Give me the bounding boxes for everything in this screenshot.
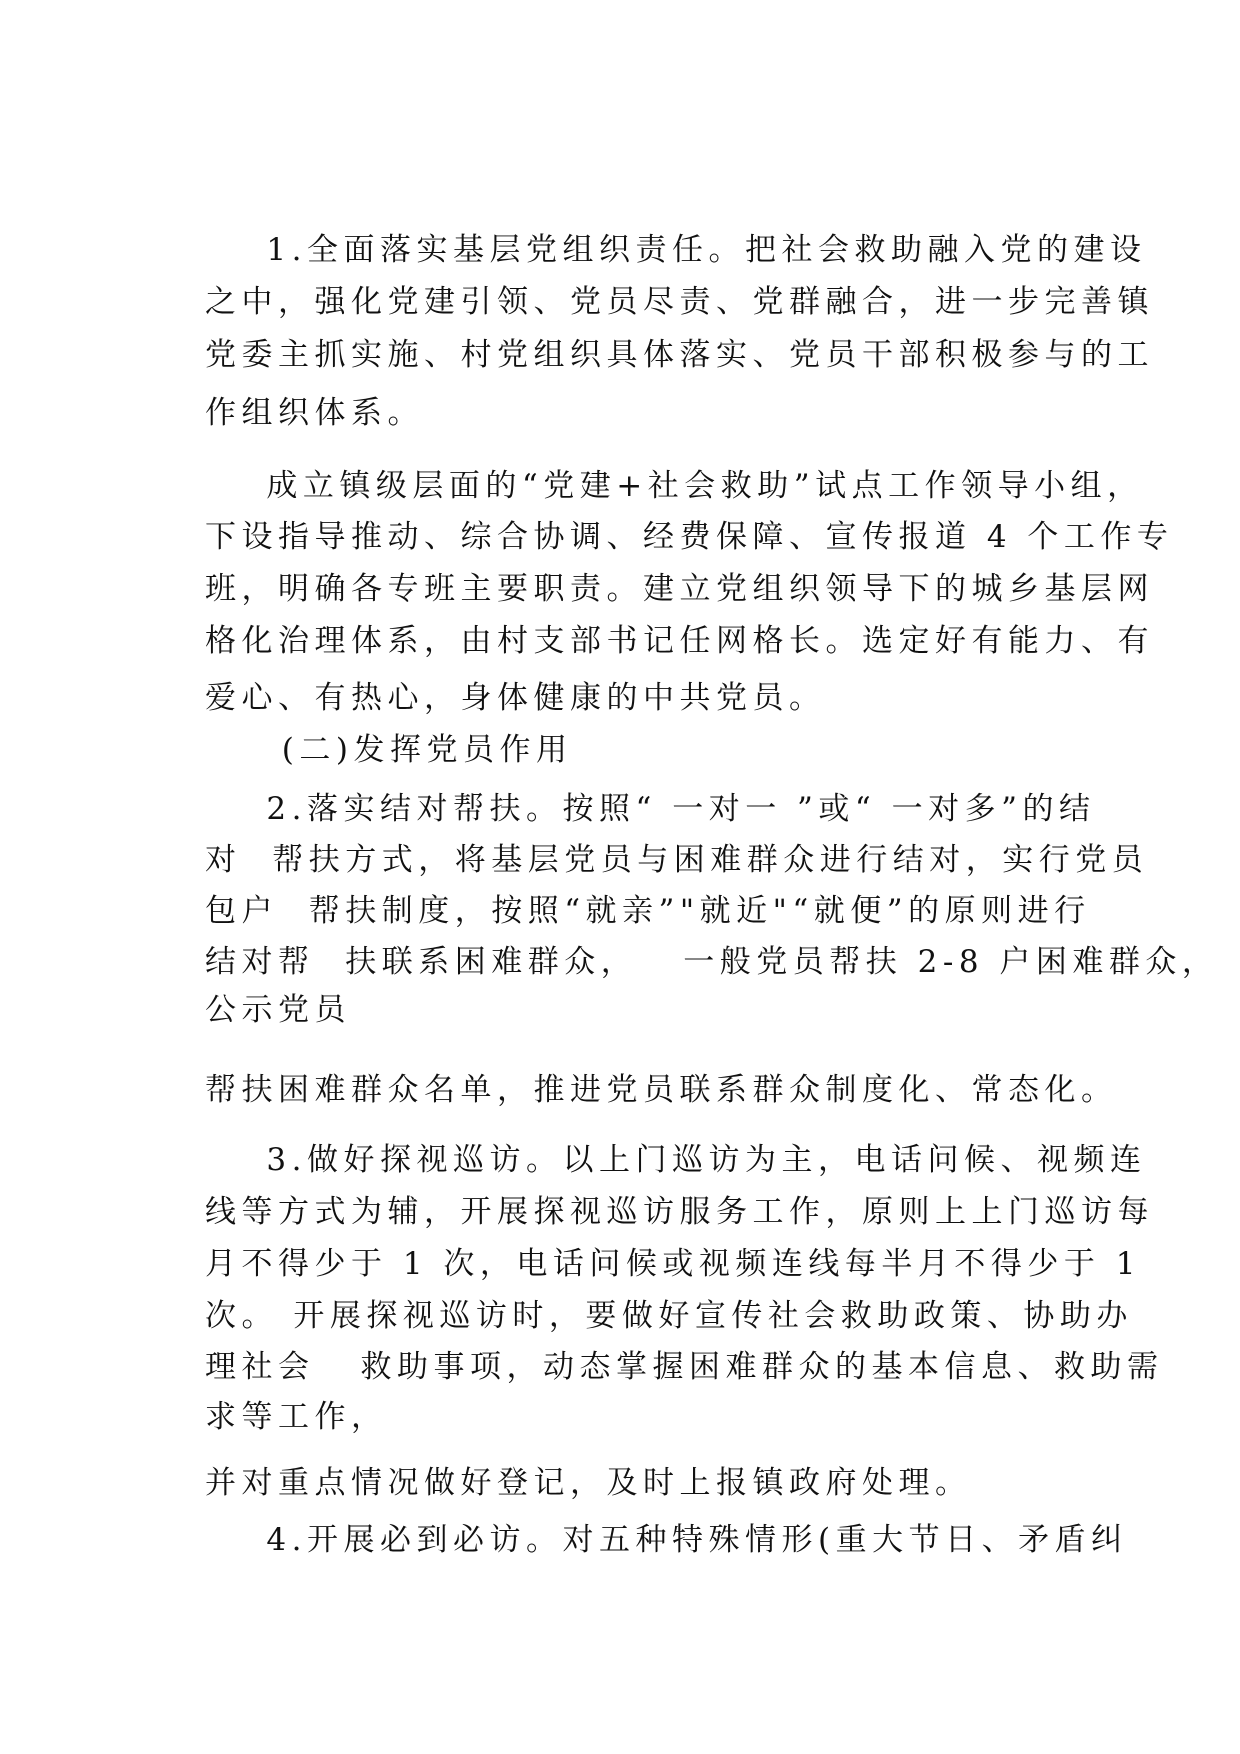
text-line: 帮扶困难群众名单，推进党员联系群众制度化、常态化。 [205, 1072, 1118, 1108]
text-line: 成立镇级层面的“党建+社会救助”试点工作领导小组， [205, 468, 1144, 504]
text-line: 班，明确各专班主要职责。建立党组织领导下的城乡基层网 [205, 571, 1154, 607]
text-line: 结对帮 扶联系困难群众， 一般党员帮扶 2-8 户困难群众， [205, 944, 1219, 980]
text-line: 之中，强化党建引领、党员尽责、党群融合，进一步完善镇 [205, 284, 1154, 320]
text-line: 求等工作， [205, 1399, 388, 1435]
section-heading: (二)发挥党员作用 [205, 732, 573, 768]
text-line: 格化治理体系，由村支部书记任网格长。选定好有能力、有 [205, 623, 1154, 659]
text-line: 公示党员 [205, 992, 351, 1028]
text-line: 3.做好探视巡访。以上门巡访为主，电话问候、视频连 [205, 1142, 1147, 1178]
text-line: 4.开展必到必访。对五种特殊情形(重大节日、矛盾纠 [205, 1522, 1128, 1558]
text-line: 包户 帮扶制度，按照“就亲”"就近"“就便”的原则进行 [205, 893, 1091, 929]
text-line: 线等方式为辅，开展探视巡访服务工作，原则上上门巡访每 [205, 1194, 1154, 1230]
text-line: 对 帮扶方式，将基层党员与困难群众进行结对，实行党员 [205, 842, 1149, 878]
text-line: 下设指导推动、综合协调、经费保障、宣传报道 4 个工作专 [205, 519, 1174, 555]
text-line: 党委主抓实施、村党组织具体落实、党员干部积极参与的工 [205, 337, 1154, 373]
text-line: 爱心、有热心，身体健康的中共党员。 [205, 680, 826, 716]
text-line: 作组织体系。 [205, 395, 424, 431]
text-line: 次。 开展探视巡访时，要做好宣传社会救助政策、协助办 [205, 1298, 1133, 1334]
text-line: 月不得少于 1 次，电话问候或视频连线每半月不得少于 1 [205, 1246, 1142, 1282]
text-line: 理社会 救助事项，动态掌握困难群众的基本信息、救助需 [205, 1349, 1164, 1385]
text-line: 1.全面落实基层党组织责任。把社会救助融入党的建设 [205, 232, 1147, 268]
text-line: 2.落实结对帮扶。按照“ 一对一 ”或“ 一对多”的结 [205, 791, 1096, 827]
text-line: 并对重点情况做好登记，及时上报镇政府处理。 [205, 1465, 972, 1501]
